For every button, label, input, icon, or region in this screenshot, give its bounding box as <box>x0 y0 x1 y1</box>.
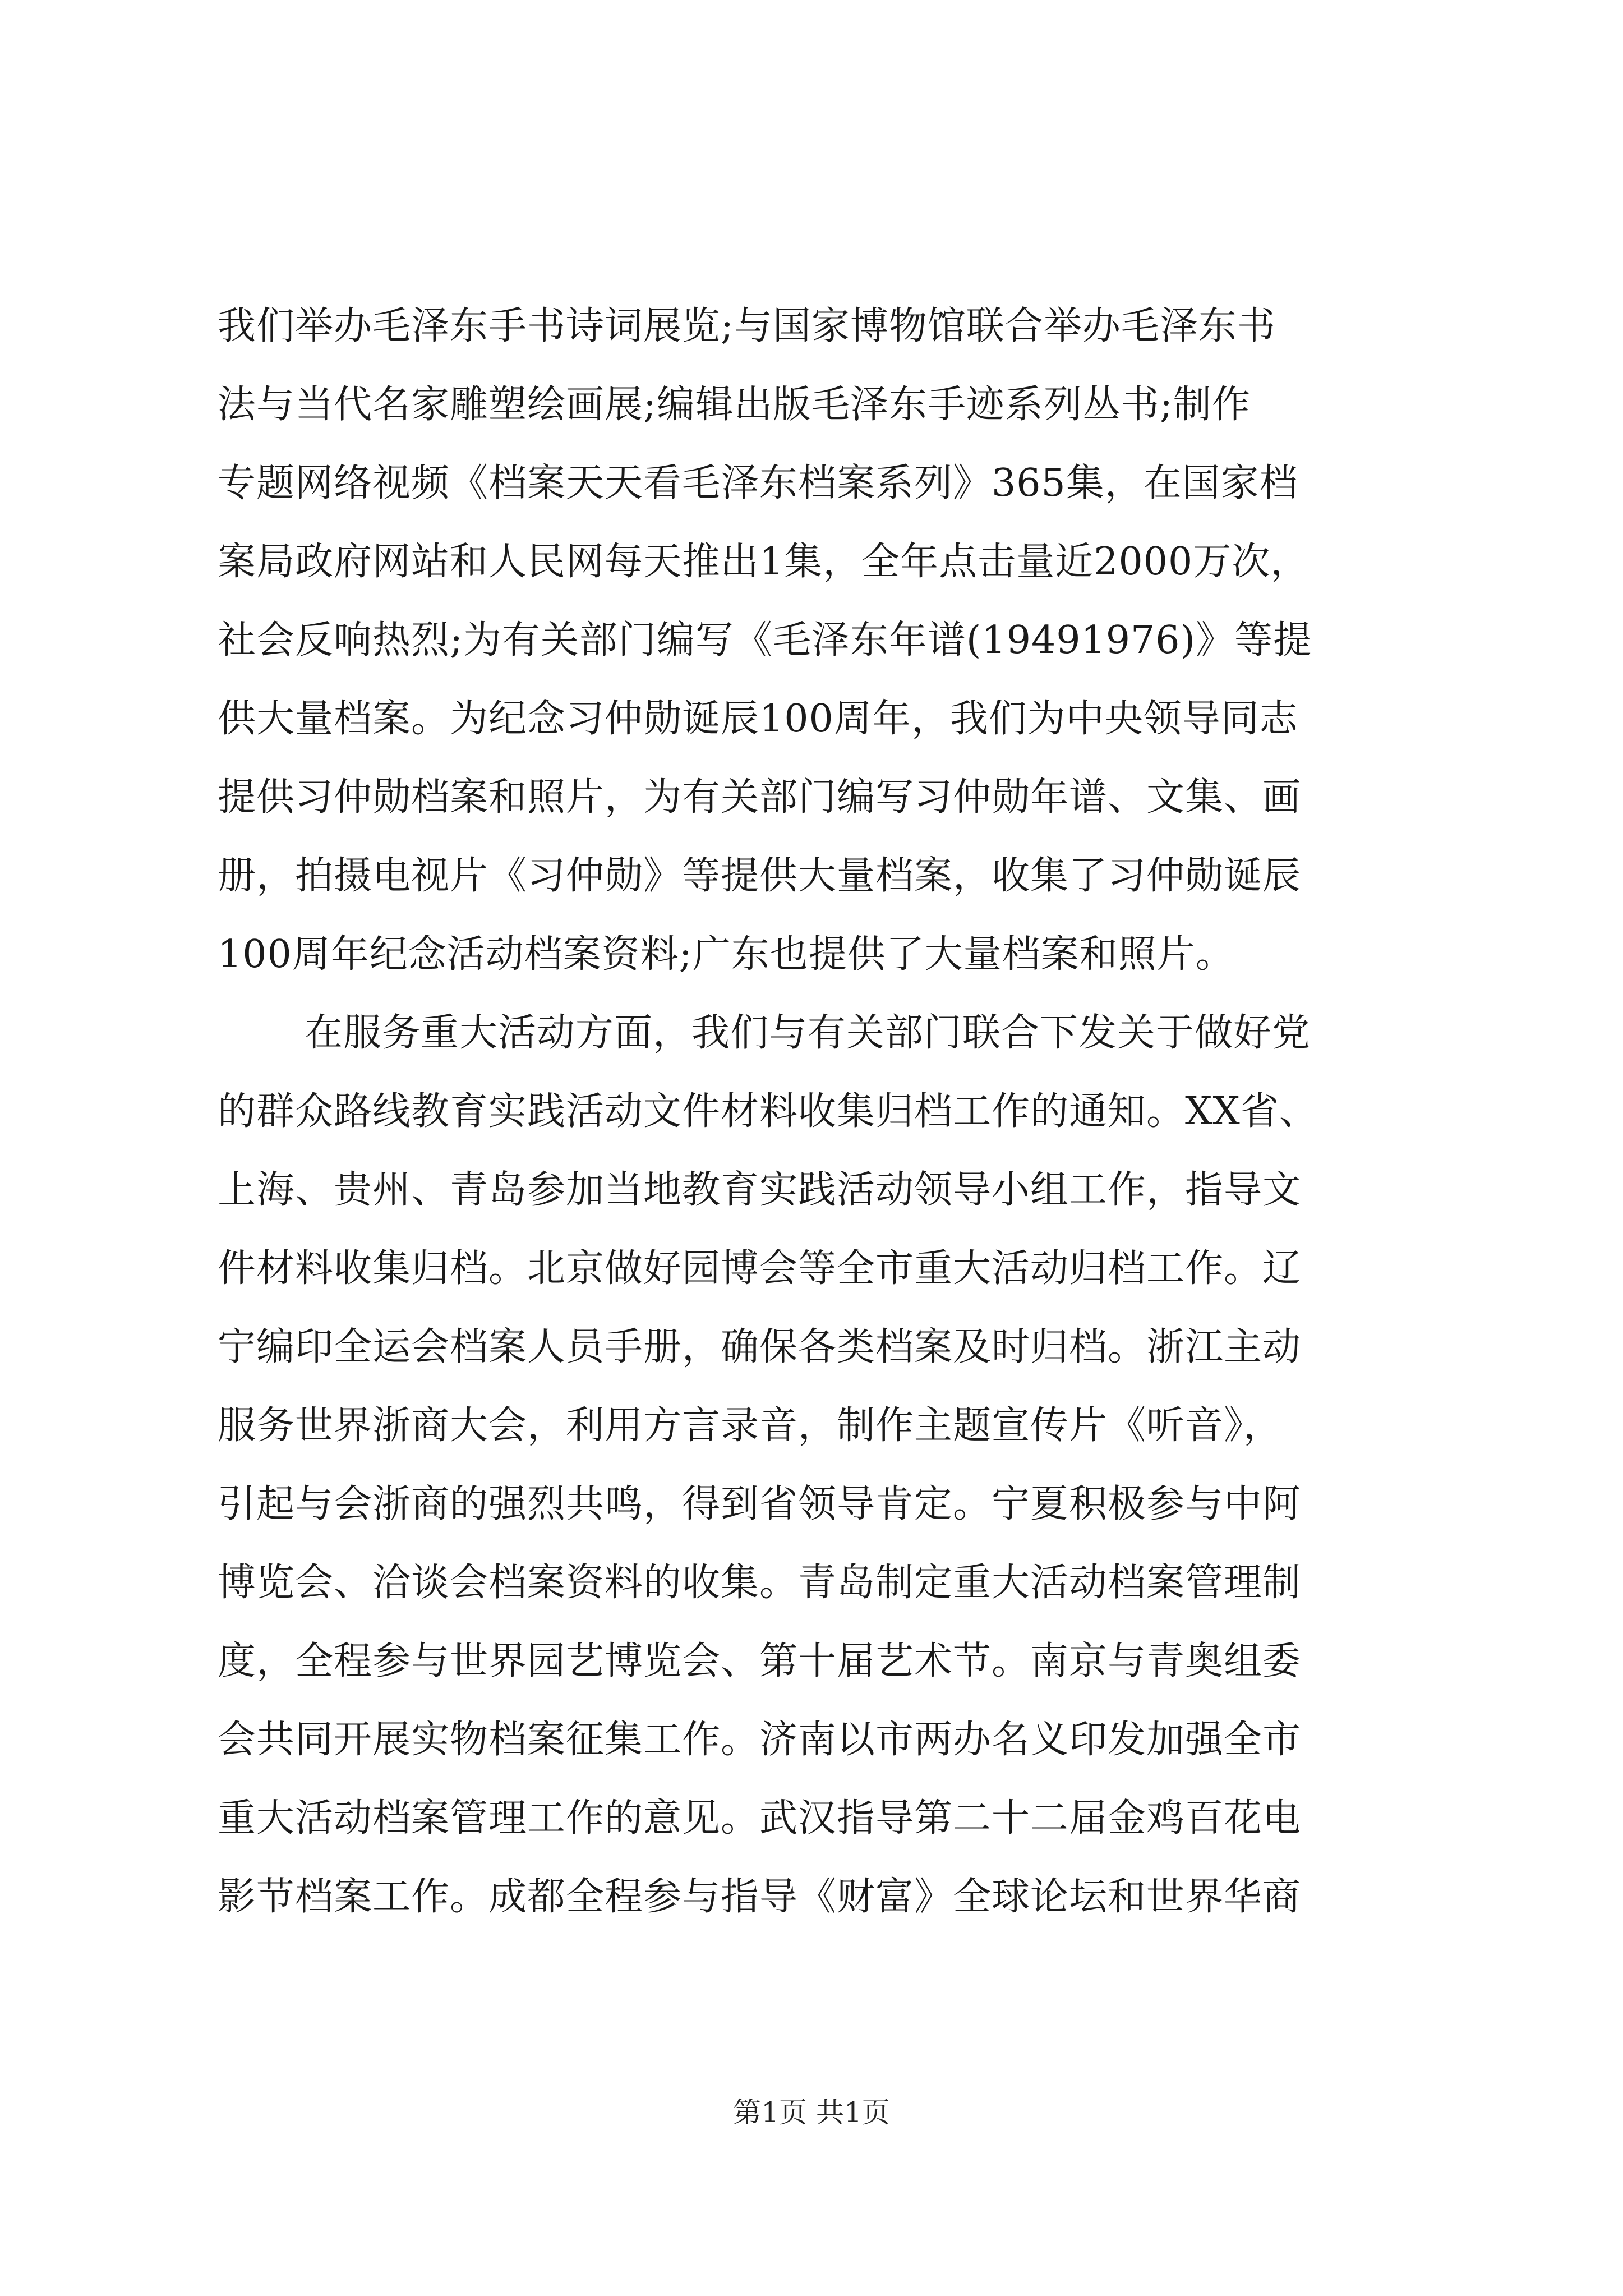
paragraph-2-line-11: 重大活动档案管理工作的意见。武汉指导第二十二届金鸡百花电 <box>218 1796 1302 1841</box>
paragraph-2-line-10: 会共同开展实物档案征集工作。济南以市两办名义印发加强全市 <box>218 1718 1302 1762</box>
paragraph-2-line-12: 影节档案工作。成都全程参与指导《财富》全球论坛和世界华商 <box>218 1875 1302 1919</box>
paragraph-2-line-5: 宁编印全运会档案人员手册，确保各类档案及时归档。浙江主动 <box>218 1325 1302 1369</box>
paragraph-2-line-7: 引起与会浙商的强烈共鸣，得到省领导肯定。宁夏积极参与中阿 <box>218 1482 1302 1526</box>
paragraph-1-line-2: 法与当代名家雕塑绘画展;编辑出版毛泽东手迹系列丛书;制作 <box>218 383 1251 427</box>
body-text <box>218 298 1423 2026</box>
paragraph-1-line-3: 专题网络视频《档案天天看毛泽东档案系列》365集，在国家档 <box>218 461 1298 505</box>
paragraph-1-line-6: 供大量档案。为纪念习仲勋诞辰100周年，我们为中央领导同志 <box>218 697 1298 741</box>
paragraph-1-line-9: 100周年纪念活动档案资料;广东也提供了大量档案和照片。 <box>218 932 1234 977</box>
paragraph-1-line-7: 提供习仲勋档案和照片，为有关部门编写习仲勋年谱、文集、画 <box>218 775 1302 820</box>
paragraph-2-line-3: 上海、贵州、青岛参加当地教育实践活动领导小组工作，指导文 <box>218 1168 1302 1212</box>
paragraph-2-line-2: 的群众路线教育实践活动文件材料收集归档工作的通知。XX省、 <box>218 1089 1318 1134</box>
page-footer: 第1页 共1页 <box>733 2096 890 2129</box>
paragraph-2-line-9: 度，全程参与世界园艺博览会、第十届艺术节。南京与青奥组委 <box>218 1639 1302 1683</box>
paragraph-1-line-1: 我们举办毛泽东手书诗词展览;与国家博物馆联合举办毛泽东书 <box>218 304 1276 348</box>
paragraph-2-line-1: 在服务重大活动方面，我们与有关部门联合下发关于做好党 <box>305 1011 1311 1055</box>
paragraph-1-line-8: 册，拍摄电视片《习仲勋》等提供大量档案，收集了习仲勋诞辰 <box>218 854 1302 898</box>
paragraph-1-line-4: 案局政府网站和人民网每天推出1集，全年点击量近2000万次， <box>218 540 1310 584</box>
paragraph-1-line-5: 社会反响热烈;为有关部门编写《毛泽东年谱(19491976)》等提 <box>218 618 1312 662</box>
paragraph-2-line-8: 博览会、洽谈会档案资料的收集。青岛制定重大活动档案管理制 <box>218 1561 1302 1605</box>
paragraph-2-line-4: 件材料收集归档。北京做好园博会等全市重大活动归档工作。辽 <box>218 1246 1302 1291</box>
paragraph-2-line-6: 服务世界浙商大会，利用方言录音，制作主题宣传片《听音》， <box>218 1404 1283 1448</box>
